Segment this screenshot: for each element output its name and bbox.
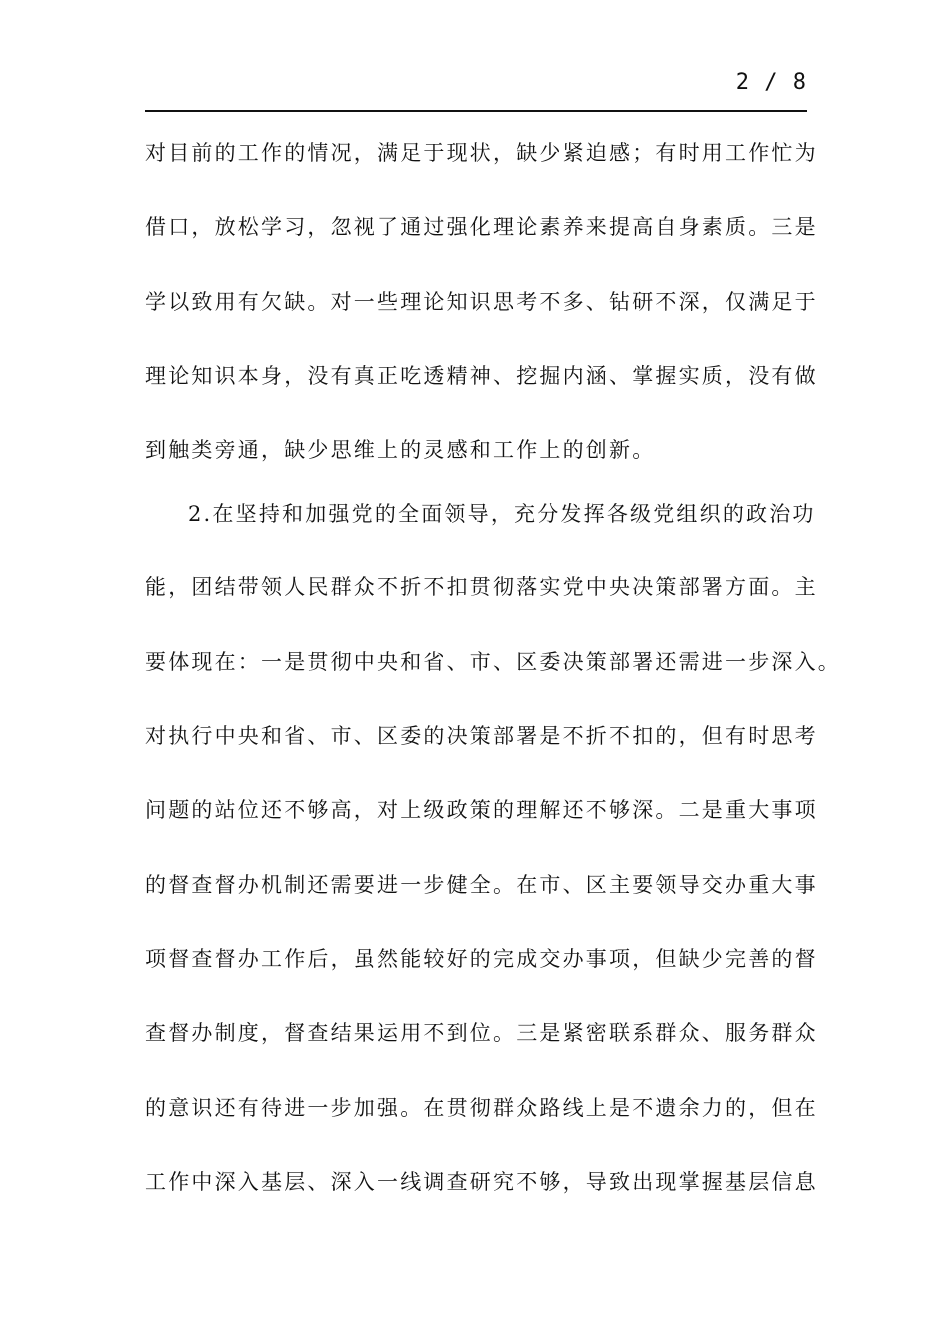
text-line: 的督查督办机制还需要进一步健全。在市、区主要领导交办重大事 — [145, 873, 818, 897]
text-line: 能，团结带领人民群众不折不扣贯彻落实党中央决策部署方面。主 — [145, 575, 818, 599]
text-line: 工作中深入基层、深入一线调查研究不够，导致出现掌握基层信息 — [145, 1170, 818, 1194]
text-line: 的意识还有待进一步加强。在贯彻群众路线上是不遗余力的，但在 — [145, 1096, 818, 1120]
text-line: 要体现在：一是贯彻中央和省、市、区委决策部署还需进一步深入。 — [145, 650, 841, 674]
text-line: 到触类旁通，缺少思维上的灵感和工作上的创新。 — [145, 438, 656, 462]
text-line: 问题的站位还不够高，对上级政策的理解还不够深。二是重大事项 — [145, 798, 818, 822]
text-line: 项督查督办工作后，虽然能较好的完成交办事项，但缺少完善的督 — [145, 947, 818, 971]
page-number: 2 / 8 — [735, 70, 807, 95]
text-line: 理论知识本身，没有真正吃透精神、挖掘内涵、掌握实质，没有做 — [145, 364, 818, 388]
text-line: 查督办制度，督查结果运用不到位。三是紧密联系群众、服务群众 — [145, 1021, 818, 1045]
text-line: 借口，放松学习，忽视了通过强化理论素养来提高自身素质。三是 — [145, 215, 818, 239]
text-line: 对执行中央和省、市、区委的决策部署是不折不扣的，但有时思考 — [145, 724, 818, 748]
text-line: 学以致用有欠缺。对一些理论知识思考不多、钻研不深，仅满足于 — [145, 290, 818, 314]
text-line: 对目前的工作的情况，满足于现状，缺少紧迫感；有时用工作忙为 — [145, 141, 818, 165]
paragraph-start-line: 2.在坚持和加强党的全面领导，充分发挥各级党组织的政治功 — [188, 502, 816, 526]
